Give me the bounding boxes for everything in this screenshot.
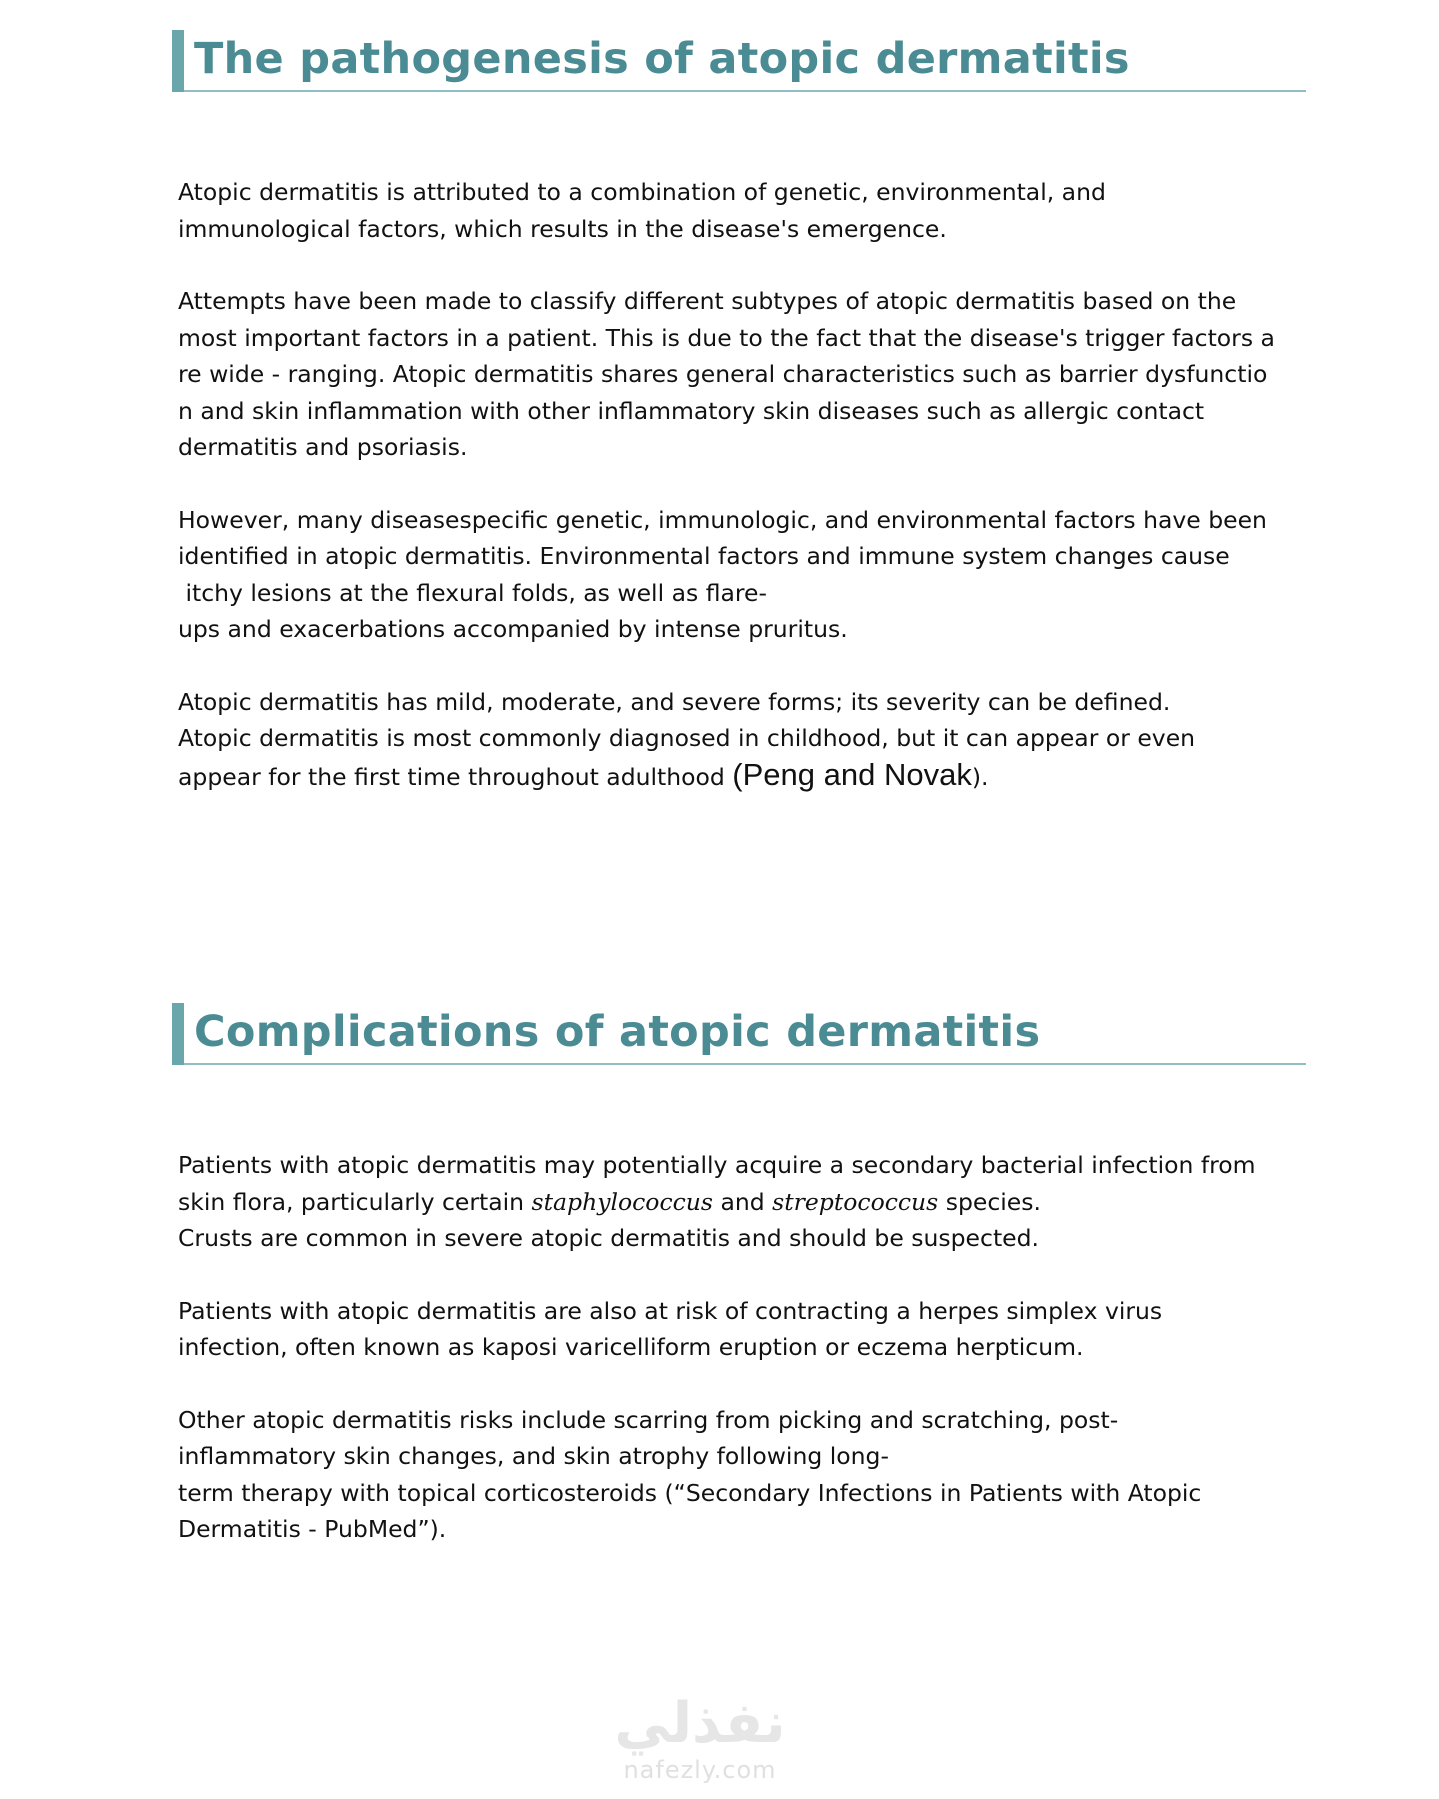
text-line: Atopic dermatitis is attributed to a combination of genetic, environmental, and [178, 178, 1106, 206]
text-line: Attempts have been made to classify different subtypes of atopic dermatitis based on the [178, 287, 1237, 315]
section-heading [172, 1003, 1306, 1065]
text-line: n and skin inflammation with other inflammatory skin diseases such as allergic contact [178, 396, 1205, 425]
complications-section [172, 1003, 1306, 1548]
section-heading [172, 30, 1306, 92]
species-name: staphylococcus [531, 1187, 713, 1216]
heading-underline [184, 90, 1306, 92]
text-line: term therapy with topical corticosteroids (“Secondary Infections in Patients with Atopic [178, 1478, 1202, 1507]
paragraph [178, 1147, 1308, 1257]
paragraph [178, 1402, 1308, 1548]
heading-accent-bar [172, 1003, 184, 1065]
text-line: Patients with atopic dermatitis may potentially acquire a secondary bacterial infection from [178, 1151, 1256, 1179]
text-line [178, 1184, 1308, 1221]
paragraph [178, 174, 1308, 247]
watermark-arabic: نفذلي [614, 1691, 786, 1756]
text-line: immunological factors, which results in the disease's emergence. [178, 214, 947, 243]
citation-text: (Peng and Novak [732, 756, 972, 792]
watermark-logo [560, 1692, 840, 1792]
paragraph [178, 502, 1308, 648]
heading-title: The pathogenesis of atopic dermatitis [194, 34, 1130, 84]
heading-accent-bar [172, 30, 184, 92]
text-line [178, 757, 1308, 796]
text-segment: skin flora, particularly certain [178, 1187, 532, 1216]
paragraph [178, 684, 1308, 796]
heading-underline [184, 1063, 1306, 1065]
text-line: Other atopic dermatitis risks include scarring from picking and scratching, post- [178, 1405, 1119, 1434]
text-line: Atopic dermatitis has mild, moderate, and severe forms; its severity can be defined. [178, 687, 1171, 716]
text-line: dermatitis and psoriasis. [178, 433, 468, 461]
text-line: Atopic dermatitis is most commonly diagnosed in childhood, but it can appear or even [178, 724, 1196, 752]
text-segment: ). [971, 762, 989, 791]
text-line: However, many diseasespecific genetic, immunologic, and environmental factors have been [178, 505, 1267, 534]
text-segment: and [712, 1187, 773, 1216]
heading-title: Complications of atopic dermatitis [194, 1007, 1041, 1057]
text-line: identified in atopic dermatitis. Environmental factors and immune system changes cause [178, 542, 1230, 570]
text-segment: appear for the first time throughout adulthood [178, 762, 733, 791]
text-line: Crusts are common in severe atopic dermatitis and should be suspected. [178, 1224, 1039, 1252]
pathogenesis-section [172, 30, 1306, 795]
text-line: re wide - ranging. Atopic dermatitis shares general characteristics such as barrier dysfunctio [178, 360, 1268, 388]
paragraph [178, 1293, 1308, 1366]
text-line: inflammatory skin changes, and skin atrophy following long- [178, 1442, 889, 1470]
text-segment: species. [938, 1187, 1041, 1216]
text-line: Dermatitis - PubMed”). [178, 1515, 447, 1543]
text-line: Patients with atopic dermatitis are also at risk of contracting a herpes simplex virus [178, 1296, 1163, 1325]
watermark-url: nafezly.com [623, 1756, 777, 1784]
text-line: infection, often known as kaposi varicelliform eruption or eczema herpticum. [178, 1333, 1084, 1361]
text-line: most important factors in a patient. This is due to the fact that the disease's trigger factors a [178, 323, 1275, 352]
species-name: streptococcus [772, 1187, 939, 1216]
text-line: itchy lesions at the flexural folds, as well as flare- [178, 578, 767, 607]
paragraph [178, 283, 1308, 466]
text-line: ups and exacerbations accompanied by intense pruritus. [178, 615, 848, 643]
